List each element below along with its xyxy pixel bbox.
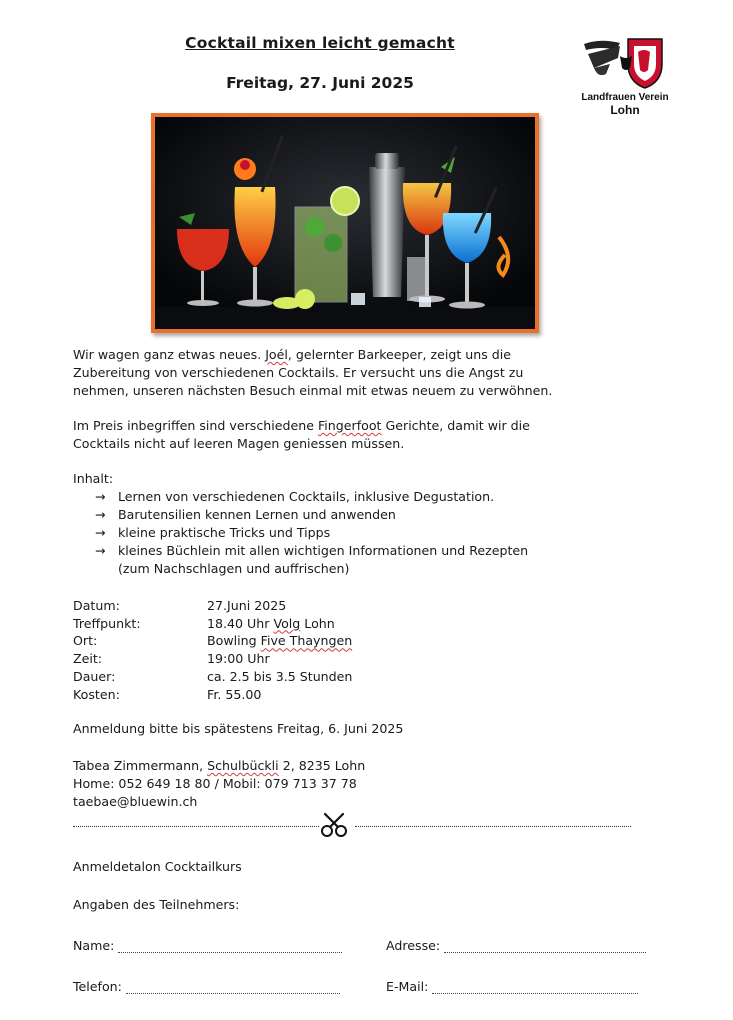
event-date-heading: Freitag, 27. Juni 2025 <box>226 74 414 92</box>
contact-street: Schulbückli <box>207 758 279 773</box>
list-item <box>95 488 695 506</box>
dauer-label: Dauer: <box>73 668 116 684</box>
cocktail-illustration <box>155 117 535 329</box>
name-label: Name: <box>73 938 115 953</box>
telefon-field[interactable] <box>73 979 340 994</box>
cut-line <box>73 818 633 838</box>
logo-line-1: Landfrauen Verein <box>581 92 669 103</box>
list-item <box>95 542 695 560</box>
ort-value <box>207 632 352 650</box>
intro-paragraph <box>73 346 673 400</box>
name-line[interactable] <box>118 941 342 953</box>
dauer-value: ca. 2.5 bis 3.5 Stunden <box>207 668 353 684</box>
contact-block <box>73 757 365 811</box>
arrow-icon: → <box>95 543 106 558</box>
cut-dots-right <box>355 826 631 827</box>
event-details <box>73 597 352 703</box>
intro-line-3: nehmen, unseren nächsten Besuch einmal mit etwas neuem zu verwöhnen. <box>73 383 553 398</box>
cut-dots-left <box>73 826 319 827</box>
treffpunkt-label: Treffpunkt: <box>73 615 141 631</box>
contact-address: 2, 8235 Lohn <box>278 758 366 773</box>
ort-label: Ort: <box>73 633 98 649</box>
zeit-label: Zeit: <box>73 651 103 667</box>
price-line-1b: Gerichte, damit wir die <box>381 418 530 433</box>
ort-venue: Bowling <box>207 633 261 649</box>
datum-label: Datum: <box>73 598 120 613</box>
bartender-name: Joél <box>265 347 288 362</box>
landfrauen-logo <box>580 34 670 124</box>
contact-email[interactable]: taebae@bluewin.ch <box>73 794 198 809</box>
contact-name: Tabea Zimmermann, <box>73 758 208 773</box>
list-item <box>95 524 695 542</box>
email-label: E-Mail: <box>386 979 429 994</box>
email-line[interactable] <box>432 982 638 994</box>
email-field[interactable] <box>386 979 638 994</box>
content-label: Inhalt: <box>73 471 114 486</box>
arrow-icon: → <box>95 489 106 504</box>
content-list <box>95 488 695 578</box>
list-item-text: Lernen von verschiedenen Cocktails, inklusive Degustation. <box>118 489 495 504</box>
price-line-1a: Im Preis inbegriffen sind verschiedene <box>73 418 318 433</box>
list-item-text: kleine praktische Tricks und Tipps <box>118 525 331 540</box>
datum-value: 27.Juni 2025 <box>207 598 287 613</box>
page-title: Cocktail mixen leicht gemacht <box>185 34 455 52</box>
form-subtitle: Angaben des Teilnehmers: <box>73 897 240 912</box>
list-item-text: (zum Nachschlagen und auffrischen) <box>118 561 350 576</box>
zeit-value: 19:00 Uhr <box>207 651 270 667</box>
telefon-line[interactable] <box>126 982 340 994</box>
scissors-icon <box>319 812 351 838</box>
fingerfoot-word: Fingerfoot <box>317 418 382 433</box>
list-item-text: Barutensilien kennen Lernen und anwenden <box>118 507 396 522</box>
contact-phones: Home: 052 649 18 80 / Mobil: 079 713 37 78 <box>73 776 357 791</box>
arrow-icon: → <box>95 507 106 522</box>
adresse-field[interactable] <box>386 938 646 953</box>
price-paragraph <box>73 417 673 453</box>
form-title: Anmeldetalon Cocktailkurs <box>73 859 242 874</box>
list-item <box>95 506 695 524</box>
kosten-label: Kosten: <box>73 686 120 702</box>
treffpunkt-value <box>207 615 335 633</box>
treffpunkt-time: 18.40 Uhr <box>207 615 274 631</box>
landfrauen-crest-icon <box>580 34 670 92</box>
list-item-continuation <box>95 560 695 578</box>
adresse-line[interactable] <box>444 941 646 953</box>
telefon-label: Telefon: <box>73 979 122 994</box>
treffpunkt-place: Volg <box>273 615 301 631</box>
ort-venue-name: Five Thayngen <box>260 633 353 649</box>
logo-line-2: Lohn <box>610 103 640 117</box>
adresse-label: Adresse: <box>386 938 441 953</box>
cocktail-photo <box>151 113 539 333</box>
intro-line-2: Zubereitung von verschiedenen Cocktails. Er versucht uns die Angst zu <box>73 365 524 380</box>
price-line-2: Cocktails nicht auf leeren Magen geniessen müssen. <box>73 436 405 451</box>
kosten-value: Fr. 55.00 <box>207 686 262 702</box>
list-item-text: kleines Büchlein mit allen wichtigen Informationen und Rezepten <box>118 543 529 558</box>
arrow-icon: → <box>95 525 106 540</box>
registration-deadline: Anmeldung bitte bis spätestens Freitag, 6. Juni 2025 <box>73 721 404 736</box>
treffpunkt-town: Lohn <box>300 615 335 631</box>
name-field[interactable] <box>73 938 342 953</box>
intro-line-1b: , gelernter Barkeeper, zeigt uns die <box>287 347 512 362</box>
intro-line-1a: Wir wagen ganz etwas neues. <box>73 347 266 362</box>
